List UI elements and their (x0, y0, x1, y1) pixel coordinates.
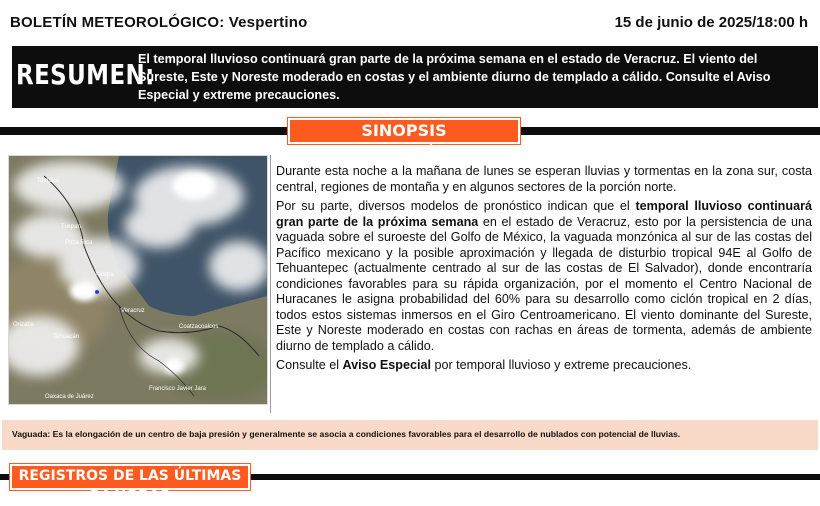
synopsis-text (276, 164, 812, 378)
synopsis-paragraph-2 (276, 199, 812, 354)
synopsis-paragraph-1: Durante esta noche a la mañana de lunes se esperan lluvias y tormentas en la zona sur, costa central, regiones de montaña y en algunos sectores de la porción norte. (276, 164, 812, 194)
synopsis-text-segment: Por su parte, diversos modelos de pronóstico indican que el (276, 199, 636, 213)
map-label: Poza Rica (65, 240, 93, 246)
bulletin-title: BOLETÍN METEOROLÓGICO: Vespertino (10, 14, 308, 31)
bulletin-date: 15 de junio de 2025/18:00 h (614, 14, 808, 31)
map-label: Coatzacoalcos (179, 324, 219, 330)
synopsis-title: SINOPSIS METEOROLÓGICA (288, 118, 520, 144)
synopsis-text-segment: en el estado de Veracruz, esto por la persistencia de una vaguada sobre el suroeste del Golfo de México, la vaguada monzónica al sur de las costas del Pacífico mexicano y la posible aproximación y llegada de disturbio tropical 94E al Golfo de Tehuantepec (actualmente centrado al sur de las costas de El Salvador), donde encontraría condiciones favorables para su rápida organización, por el momento el Centro Nacional de Huracanes le asigna probabilidad del 60% para su desarrollo como ciclón tropical en 2 días, todos estos sistemas inmersos en el Giro Centroamericano. El viento dominante del Sureste, Este y Noreste moderado en costas con rachas en áreas de tormenta, además de ambiente diurno de templado a cálido. (276, 214, 812, 353)
map-label: Tuxpan (61, 224, 81, 230)
synopsis-highlight: temporal lluvioso continuará gran parte de la próxima semana (276, 199, 812, 229)
map-label: Francisco Javier Jara (149, 386, 207, 392)
map-label: Orizaba (13, 322, 35, 328)
synopsis-paragraph-3 (276, 358, 812, 374)
definition-text: Vaguada: Es la elongación de un centro de baja presión y generalmente se asocia a condiciones favorables para el desarrollo de nublados con potencial de lluvias. (12, 429, 681, 439)
summary-text: El temporal lluvioso continuará gran parte de la próxima semana en el estado de Veracruz. El viento del Sureste, Este y Noreste moderado en costas y el ambiente diurno de templado a cálido. Consulte el Aviso Especial y extreme precauciones. (138, 52, 771, 102)
satellite-image (8, 155, 268, 405)
map-label: Xalapa (95, 272, 114, 278)
map-label: Oaxaca de Juárez (45, 394, 94, 400)
synopsis-text-segment: por temporal lluvioso y extreme precauciones. (430, 358, 692, 372)
summary-label: RESUMEN: (16, 58, 155, 91)
special-notice-highlight: Aviso Especial (342, 358, 431, 372)
definition-box (2, 420, 818, 450)
synopsis-text-segment: Consulte el (276, 358, 343, 372)
map-label: Veracruz (121, 308, 145, 314)
map-label: Tehuacán (53, 334, 80, 340)
summary-box (12, 46, 818, 108)
column-divider (270, 155, 271, 413)
bulletin-header (0, 0, 820, 44)
records-title: REGISTROS DE LAS ÚLTIMAS 24 HORAS (10, 464, 250, 490)
map-label: Tampico (37, 178, 60, 184)
